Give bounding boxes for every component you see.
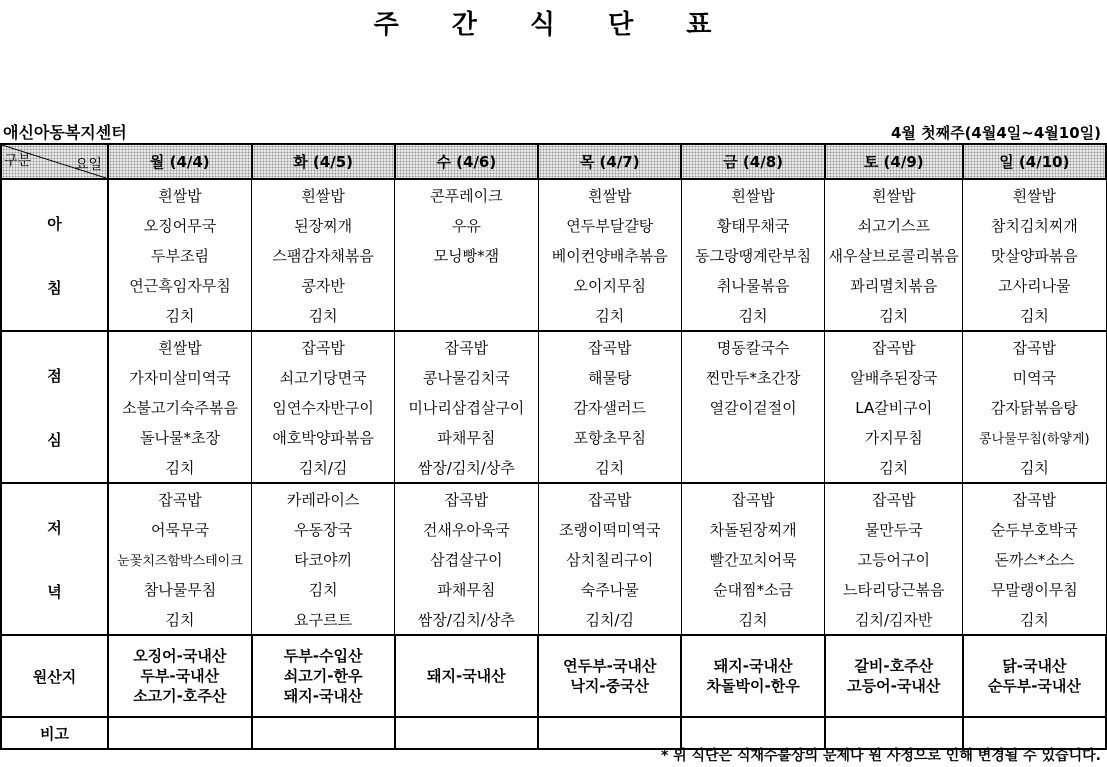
menu-item: 김치 (963, 300, 1106, 331)
menu-item: 흰쌀밥 (108, 179, 252, 210)
origin-line: 닭-국내산 (1002, 657, 1067, 675)
menu-item: 쌈장/김치/상추 (395, 452, 538, 483)
menu-item: 숙주나물 (538, 574, 681, 604)
menu-item: 파채무침 (395, 422, 538, 452)
menu-item: 스팸감자채볶음 (252, 240, 395, 270)
menu-item (395, 270, 538, 300)
menu-item: 명동칼국수 (681, 331, 824, 362)
remark-cell (538, 717, 681, 749)
menu-item: 고등어구이 (825, 544, 963, 574)
origin-row (1, 635, 1106, 717)
origin-cell (108, 635, 252, 717)
menu-item: 김치 (681, 300, 824, 331)
menu-item: 김치 (825, 452, 963, 483)
remark-cell (395, 717, 538, 749)
meal-label (1, 483, 108, 635)
meal-row (1, 544, 1106, 574)
origin-line: 돼지-국내산 (713, 657, 793, 675)
menu-item: 미나리삼겹살구이 (395, 392, 538, 422)
menu-item: 흰쌀밥 (252, 179, 395, 210)
menu-item: 돌나물*초장 (108, 422, 252, 452)
meal-row (1, 240, 1106, 270)
menu-item: 감자닭볶음탕 (963, 392, 1106, 422)
meal-label-char: 심 (47, 430, 62, 449)
origin-cell (825, 635, 963, 717)
menu-item: 오이지무침 (538, 270, 681, 300)
meal-row (1, 392, 1106, 422)
menu-item: 참치김치찌개 (963, 210, 1106, 240)
menu-item: 맛살양파볶음 (963, 240, 1106, 270)
remark-cell (252, 717, 395, 749)
menu-item: LA갈비구이 (825, 392, 963, 422)
day-header: 월 (4/4) (108, 144, 252, 179)
menu-item: 콩나물무침(하얗게) (963, 422, 1106, 452)
origin-cell (538, 635, 681, 717)
menu-item: 요구르트 (252, 604, 395, 635)
menu-item: 두부조림 (108, 240, 252, 270)
menu-item: 김치 (252, 574, 395, 604)
menu-item: 김치 (681, 604, 824, 635)
menu-item: 쌈장/김치/상추 (395, 604, 538, 635)
meal-label (1, 331, 108, 483)
meal-row (1, 362, 1106, 392)
menu-item: 꽈리멸치볶음 (825, 270, 963, 300)
meal-label-char: 저 (47, 518, 62, 537)
menu-item: 흰쌀밥 (963, 179, 1106, 210)
menu-item: 잡곡밥 (108, 483, 252, 514)
origin-line: 갈비-호주산 (854, 657, 934, 675)
menu-item: 돈까스*소스 (963, 544, 1106, 574)
menu-item: 된장찌개 (252, 210, 395, 240)
menu-item: 눈꽃치즈함박스테이크 (108, 544, 252, 574)
day-header: 화 (4/5) (252, 144, 395, 179)
menu-item: 취나물볶음 (681, 270, 824, 300)
meal-row (1, 604, 1106, 635)
menu-item: 황태무채국 (681, 210, 824, 240)
day-header: 수 (4/6) (395, 144, 538, 179)
remark-cell (108, 717, 252, 749)
origin-line: 고등어-국내산 (847, 677, 941, 695)
menu-item: 건새우아욱국 (395, 514, 538, 544)
menu-item: 무말랭이무침 (963, 574, 1106, 604)
menu-item: 김치 (108, 604, 252, 635)
menu-item: 잡곡밥 (825, 331, 963, 362)
menu-item: 순대찜*소금 (681, 574, 824, 604)
origin-line: 낙지-중국산 (570, 677, 650, 695)
footer-note: * 위 식단은 식재수불상의 문제나 원 사정으로 인해 변경될 수 있습니다. (660, 748, 1101, 764)
menu-item: 잡곡밥 (681, 483, 824, 514)
origin-cell (252, 635, 395, 717)
meal-label-char: 아 (47, 214, 62, 233)
menu-item: 잡곡밥 (395, 483, 538, 514)
menu-item: 미역국 (963, 362, 1106, 392)
menu-item: 김치/김자반 (825, 604, 963, 635)
menu-item (395, 300, 538, 331)
menu-item: 베이컨양배추볶음 (538, 240, 681, 270)
day-header: 토 (4/9) (825, 144, 963, 179)
menu-item: 고사리나물 (963, 270, 1106, 300)
menu-item: 김치 (963, 604, 1106, 635)
origin-line: 연두부-국내산 (563, 657, 657, 675)
menu-item: 찐만두*초간장 (681, 362, 824, 392)
menu-item: 흰쌀밥 (108, 331, 252, 362)
meal-row (1, 574, 1106, 604)
menu-item: 쇠고기스프 (825, 210, 963, 240)
menu-item: 순두부호박국 (963, 514, 1106, 544)
week-range: 4월 첫째주(4월4일~4월10일) (890, 124, 1101, 142)
origin-line: 차돌박이-한우 (706, 677, 800, 695)
menu-item: 흰쌀밥 (825, 179, 963, 210)
origin-line: 쇠고기-한우 (283, 667, 363, 685)
remark-label: 비고 (1, 717, 108, 749)
corner-yoil-label: 요일 (74, 157, 102, 173)
menu-item: 흰쌀밥 (538, 179, 681, 210)
meal-label-char: 녁 (47, 582, 62, 601)
menu-item: 잡곡밥 (825, 483, 963, 514)
menu-item: 삼겹살구이 (395, 544, 538, 574)
menu-item: 물만두국 (825, 514, 963, 544)
corner-gubun-label: 구분 (4, 153, 32, 169)
menu-item: 가지무침 (825, 422, 963, 452)
meal-label-char: 점 (47, 366, 62, 385)
menu-item: 잡곡밥 (538, 483, 681, 514)
menu-item: 잡곡밥 (252, 331, 395, 362)
menu-item: 임연수자반구이 (252, 392, 395, 422)
menu-item: 모닝빵*잼 (395, 240, 538, 270)
meal-row (1, 210, 1106, 240)
menu-item: 참나물무침 (108, 574, 252, 604)
meal-row (1, 483, 1106, 514)
menu-item: 김치/김 (252, 452, 395, 483)
menu-item: 콘푸레이크 (395, 179, 538, 210)
day-header: 금 (4/8) (681, 144, 824, 179)
menu-item: 흰쌀밥 (681, 179, 824, 210)
origin-cell (395, 635, 538, 717)
menu-item: 감자샐러드 (538, 392, 681, 422)
menu-item: 콩나물김치국 (395, 362, 538, 392)
menu-item: 빨간꼬치어묵 (681, 544, 824, 574)
origin-line: 돼지-국내산 (283, 687, 363, 705)
meal-row (1, 514, 1106, 544)
header-row (1, 144, 1106, 179)
menu-item: 애호박양파볶음 (252, 422, 395, 452)
menu-item: 타코야끼 (252, 544, 395, 574)
origin-line: 돼지-국내산 (426, 667, 506, 685)
menu-item (681, 422, 824, 452)
menu-item: 김치 (108, 300, 252, 331)
menu-item: 김치 (108, 452, 252, 483)
origin-line: 두부-수입산 (283, 647, 363, 665)
menu-item: 열갈이겉절이 (681, 392, 824, 422)
origin-line: 두부-국내산 (140, 667, 220, 685)
menu-item: 소불고기숙주볶음 (108, 392, 252, 422)
menu-item (681, 452, 824, 483)
meal-row (1, 452, 1106, 483)
meal-label (1, 179, 108, 331)
menu-item: 차돌된장찌개 (681, 514, 824, 544)
menu-item: 잡곡밥 (963, 331, 1106, 362)
origin-line: 오징어-국내산 (133, 647, 227, 665)
origin-cell (681, 635, 824, 717)
menu-item: 알배추된장국 (825, 362, 963, 392)
menu-item: 동그랑땡계란부침 (681, 240, 824, 270)
meal-label-char: 침 (47, 278, 62, 297)
menu-item: 김치 (825, 300, 963, 331)
menu-item: 파채무침 (395, 574, 538, 604)
origin-line: 소고기-호주산 (133, 687, 227, 705)
menu-item: 새우살브로콜리볶음 (825, 240, 963, 270)
menu-item: 김치 (963, 452, 1106, 483)
menu-item: 포항초무침 (538, 422, 681, 452)
page-title: 주 간 식 단 표 (373, 10, 734, 40)
menu-item: 김치/김 (538, 604, 681, 635)
menu-item: 삼치칠리구이 (538, 544, 681, 574)
menu-item: 우유 (395, 210, 538, 240)
origin-label: 원산지 (1, 635, 108, 717)
menu-item: 오징어무국 (108, 210, 252, 240)
organization-name: 애신아동복지센터 (3, 123, 127, 142)
menu-item: 어묵무국 (108, 514, 252, 544)
menu-item: 가자미살미역국 (108, 362, 252, 392)
meal-row (1, 331, 1106, 362)
meal-row (1, 300, 1106, 331)
menu-item: 연근흑임자무침 (108, 270, 252, 300)
day-header: 목 (4/7) (538, 144, 681, 179)
menu-item: 쇠고기당면국 (252, 362, 395, 392)
menu-item: 해물탕 (538, 362, 681, 392)
menu-item: 김치 (252, 300, 395, 331)
menu-item: 잡곡밥 (395, 331, 538, 362)
menu-item: 조랭이떡미역국 (538, 514, 681, 544)
weekly-menu-table (0, 143, 1107, 750)
menu-item: 연두부달걀탕 (538, 210, 681, 240)
meal-row (1, 422, 1106, 452)
menu-item: 잡곡밥 (963, 483, 1106, 514)
menu-item: 김치 (538, 300, 681, 331)
corner-header (1, 144, 108, 179)
menu-item: 김치 (538, 452, 681, 483)
origin-line: 순두부-국내산 (987, 677, 1081, 695)
menu-item: 우동장국 (252, 514, 395, 544)
day-header: 일 (4/10) (963, 144, 1106, 179)
menu-item: 콩자반 (252, 270, 395, 300)
origin-cell (963, 635, 1106, 717)
meal-row (1, 270, 1106, 300)
menu-item: 카레라이스 (252, 483, 395, 514)
meal-row (1, 179, 1106, 210)
menu-item: 느타리당근볶음 (825, 574, 963, 604)
menu-item: 잡곡밥 (538, 331, 681, 362)
